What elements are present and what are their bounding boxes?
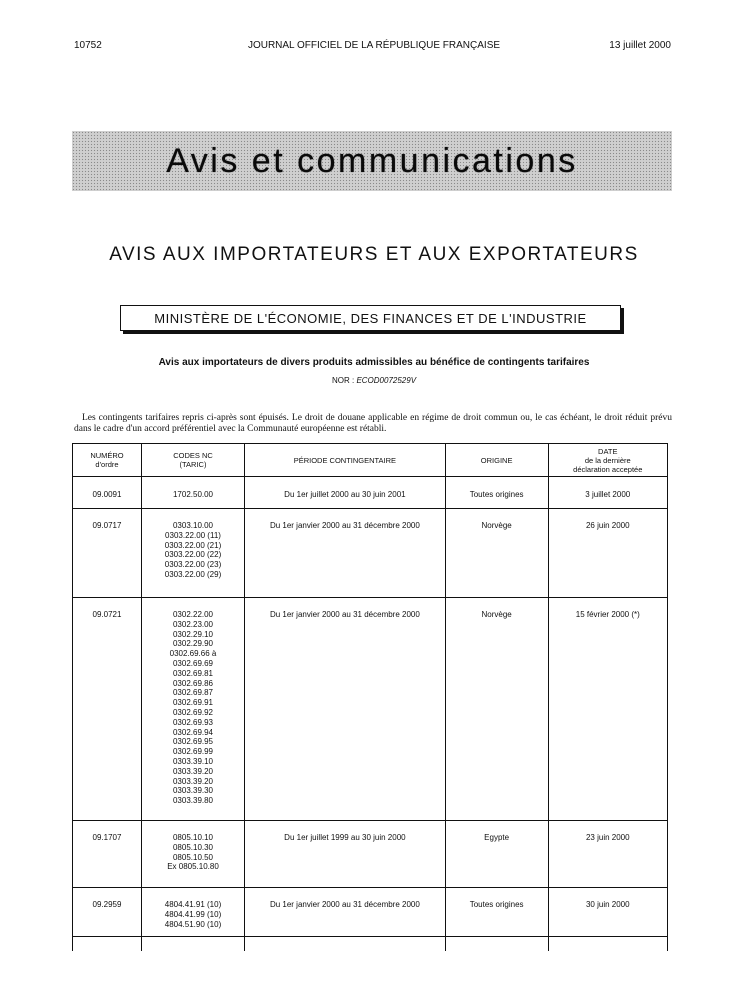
code-nc: 0302.69.86	[172, 678, 214, 688]
cell-origine: Norvège	[445, 509, 548, 598]
cell-periode: Du 1er janvier 2000 au 31 décembre 2000	[245, 598, 446, 821]
header-numero	[73, 444, 142, 477]
cell-date: 26 juin 2000	[548, 509, 667, 598]
ministry-box	[120, 305, 621, 331]
nor-reference	[0, 376, 748, 385]
nor-label: NOR :	[331, 376, 355, 385]
table-row	[73, 821, 668, 888]
cell-date: 3 juillet 2000	[548, 477, 667, 509]
header-date-line1: DATE	[598, 446, 618, 456]
quota-table	[72, 443, 668, 951]
cell-numero: 09.0091	[73, 477, 142, 509]
cell-date: 30 juin 2000	[548, 888, 667, 937]
code-nc: Ex 0805.10.80	[167, 862, 219, 872]
table-row	[73, 509, 668, 598]
code-nc: 4804.51.90 (10)	[164, 919, 222, 929]
cell-date: 15 février 2000 (*)	[548, 598, 667, 821]
intro-paragraph: Les contingents tarifaires repris ci-après sont épuisés. Le droit de douane applicable en régime de droit commun ou, le cas échéant, le droit réduit prévu dans le cadre d'un accord préférentiel avec la Communauté européenne est rétabli.	[74, 412, 672, 434]
header-periode-label: PÉRIODE CONTINGENTAIRE	[293, 455, 397, 465]
code-nc: 0302.69.95	[172, 737, 214, 747]
code-nc: 0805.10.30	[172, 842, 214, 852]
code-nc: 1702.50.00	[172, 490, 214, 499]
code-nc: 0303.10.00	[172, 521, 214, 530]
header-date-line3: déclaration acceptée	[573, 464, 643, 474]
header-numero-line1: NUMÉRO	[90, 451, 124, 460]
code-nc: 0303.22.00 (11)	[165, 530, 221, 540]
code-nc: 0303.22.00 (22)	[164, 550, 222, 560]
code-nc: 0302.69.81	[172, 668, 214, 678]
code-nc: 0303.39.80	[172, 796, 214, 806]
code-nc: 0303.39.10	[172, 756, 214, 766]
header-codes-line2: (TARIC)	[179, 460, 207, 469]
cell-empty	[548, 937, 667, 952]
code-nc: 0805.10.50	[172, 852, 214, 862]
header-codes	[141, 444, 244, 477]
code-nc: 0303.22.00 (21)	[164, 540, 222, 550]
ministry-name: MINISTÈRE DE L'ÉCONOMIE, DES FINANCES ET DE L'INDUSTRIE	[154, 310, 587, 326]
header-origine-label: ORIGINE	[480, 455, 513, 465]
code-nc: 0302.29.90	[172, 639, 214, 649]
cell-origine: Norvège	[445, 598, 548, 821]
section-title: AVIS AUX IMPORTATEURS ET AUX EXPORTATEURS	[109, 244, 639, 265]
cell-codes	[141, 509, 244, 598]
code-nc: 0302.29.10	[172, 629, 214, 639]
header-periode	[245, 444, 446, 477]
cell-codes	[141, 598, 244, 821]
cell-numero: 09.2959	[73, 888, 142, 937]
cell-periode: Du 1er juillet 1999 au 30 juin 2000	[245, 821, 446, 888]
cell-periode: Du 1er juillet 2000 au 30 juin 2001	[245, 477, 446, 509]
code-nc: 0302.69.91	[172, 698, 214, 708]
cell-numero: 09.0717	[73, 509, 142, 598]
table-row-continued	[73, 937, 668, 952]
header-numero-line2: d'ordre	[95, 460, 119, 469]
cell-empty	[245, 937, 446, 952]
code-nc: 0303.22.00 (29)	[164, 569, 222, 579]
cell-origine: Toutes origines	[445, 477, 548, 509]
code-nc: 0303.39.20	[172, 776, 214, 786]
code-nc: 4804.41.99 (10)	[164, 909, 222, 919]
cell-periode: Du 1er janvier 2000 au 31 décembre 2000	[245, 509, 446, 598]
cell-origine: Toutes origines	[445, 888, 548, 937]
cell-numero: 09.0721	[73, 598, 142, 821]
code-nc: 0302.69.87	[172, 688, 214, 698]
header-origine	[445, 444, 548, 477]
cell-codes	[141, 821, 244, 888]
table-header-row	[73, 444, 668, 477]
cell-origine: Egypte	[445, 821, 548, 888]
code-nc: 0302.69.92	[172, 707, 214, 717]
code-nc: 4804.41.91 (10)	[164, 900, 222, 909]
code-nc: 0303.22.00 (23)	[164, 560, 222, 570]
cell-numero: 09.1707	[73, 821, 142, 888]
code-nc: 0302.23.00	[172, 619, 214, 629]
page-number: 10752	[74, 40, 102, 51]
header-date	[548, 444, 667, 477]
code-nc: 0302.69.69	[172, 658, 214, 668]
journal-title: JOURNAL OFFICIEL DE LA RÉPUBLIQUE FRANÇAISE	[247, 40, 501, 51]
issue-date: 13 juillet 2000	[609, 40, 671, 51]
table-row	[73, 598, 668, 821]
cell-codes	[141, 477, 244, 509]
code-nc: 0805.10.10	[172, 833, 214, 842]
code-nc: 0302.69.94	[172, 727, 214, 737]
code-nc: 0303.39.30	[172, 786, 214, 796]
notice-title: Avis aux importateurs de divers produits admissibles au bénéfice de contingents tarifaires	[158, 357, 590, 368]
table-row	[73, 477, 668, 509]
banner-title: Avis et communications	[166, 141, 578, 180]
cell-periode: Du 1er janvier 2000 au 31 décembre 2000	[245, 888, 446, 937]
code-nc: 0303.39.20	[172, 766, 214, 776]
table-row	[73, 888, 668, 937]
code-nc: 0302.22.00	[172, 610, 214, 619]
section-banner	[72, 131, 672, 191]
cell-empty	[445, 937, 548, 952]
code-nc: 0302.69.66 à	[169, 649, 217, 659]
cell-codes	[141, 888, 244, 937]
cell-empty	[141, 937, 244, 952]
code-nc: 0302.69.99	[172, 747, 214, 757]
header-codes-line1: CODES NC	[173, 451, 213, 460]
code-nc: 0302.69.93	[172, 717, 214, 727]
cell-date: 23 juin 2000	[548, 821, 667, 888]
cell-empty	[73, 937, 142, 952]
nor-value: ECOD0072529V	[356, 376, 417, 385]
header-date-line2: de la dernière	[584, 455, 631, 465]
